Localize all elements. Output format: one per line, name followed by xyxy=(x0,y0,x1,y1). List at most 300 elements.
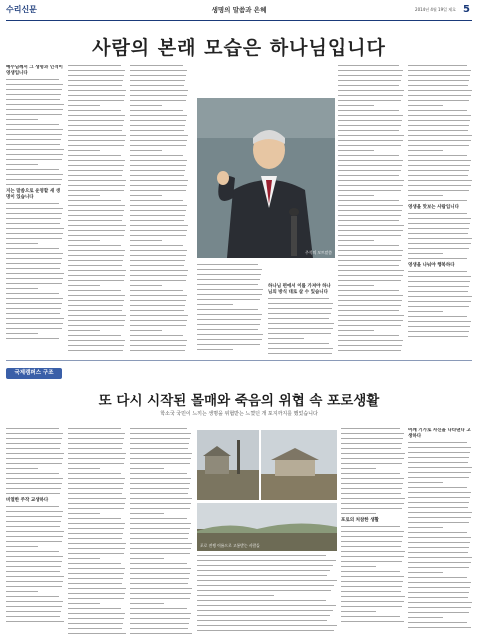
body-text-line xyxy=(268,343,329,344)
body-text-line xyxy=(130,255,186,256)
body-text-line xyxy=(341,611,376,612)
body-text-line xyxy=(408,120,470,121)
body-text-line xyxy=(197,630,334,631)
body-text-line xyxy=(341,591,401,592)
body-text-line xyxy=(6,596,59,597)
body-text-line xyxy=(6,438,62,439)
article-deck-2: 학소국 국민이 느끼는 생명을 위협받는 느꼈던 개 포지까지를 했었습니다 xyxy=(160,411,318,417)
body-text-line xyxy=(130,240,162,241)
body-text-line xyxy=(6,493,60,494)
body-text-line xyxy=(6,258,62,259)
body-text-line xyxy=(197,615,330,616)
body-text-line xyxy=(268,338,304,339)
body-text-line xyxy=(68,290,121,291)
body-text-line xyxy=(68,195,100,196)
body-text-line xyxy=(197,610,333,611)
body-text-line xyxy=(408,65,467,66)
body-text-line xyxy=(68,305,123,306)
body-text-line xyxy=(68,438,124,439)
body-text-line xyxy=(6,278,63,279)
body-text-line xyxy=(6,611,61,612)
body-text-line xyxy=(130,210,186,211)
body-text-line xyxy=(130,315,188,316)
body-text-line xyxy=(268,313,331,314)
body-text-line xyxy=(68,225,126,226)
body-text-line xyxy=(68,135,126,136)
body-text-line xyxy=(68,558,100,559)
body-text-line xyxy=(130,443,189,444)
body-text-line xyxy=(197,575,327,576)
body-text-line xyxy=(408,472,471,473)
body-text-line xyxy=(408,331,469,332)
body-text-line xyxy=(6,99,60,100)
body-text-line xyxy=(341,483,403,484)
body-text-line xyxy=(6,288,38,289)
article-subhead: 영생을 맛보는 사람입니다 xyxy=(408,205,459,210)
body-text-line xyxy=(338,155,399,156)
body-text-line xyxy=(130,100,186,101)
body-text-line xyxy=(338,345,402,346)
article-subhead: 지는 말씀으로 운영할 새 생명이 있습니다 xyxy=(6,189,61,200)
body-text-line xyxy=(130,280,186,281)
body-text-line xyxy=(130,593,191,594)
body-text-line xyxy=(408,286,469,287)
body-text-line xyxy=(338,195,374,196)
body-text-line xyxy=(68,90,126,91)
body-text-line xyxy=(68,583,122,584)
body-text-line xyxy=(130,110,183,111)
body-text-line xyxy=(130,633,192,634)
body-text-line xyxy=(197,585,334,586)
body-text-line xyxy=(68,618,124,619)
body-text-line xyxy=(6,581,63,582)
body-text-line xyxy=(338,115,403,116)
body-text-line xyxy=(408,617,443,618)
body-text-line xyxy=(197,349,233,350)
body-text-line xyxy=(338,125,401,126)
body-text-line xyxy=(6,531,64,532)
body-text-line xyxy=(408,311,443,312)
body-text-line xyxy=(197,625,337,626)
body-text-line xyxy=(68,335,121,336)
body-text-line xyxy=(130,493,188,494)
body-text-line xyxy=(130,230,187,231)
body-text-line xyxy=(197,580,337,581)
body-text-line xyxy=(130,608,187,609)
body-text-line xyxy=(408,532,467,533)
body-text-line xyxy=(68,125,123,126)
body-text-line xyxy=(341,468,376,469)
body-text-line xyxy=(130,295,187,296)
body-text-line xyxy=(130,200,183,201)
body-text-line xyxy=(130,478,191,479)
body-text-line xyxy=(408,228,469,229)
body-text-line xyxy=(338,130,399,131)
body-text-line xyxy=(408,567,469,568)
body-text-line xyxy=(408,517,471,518)
body-text-line xyxy=(6,556,63,557)
body-text-line xyxy=(408,253,443,254)
body-text-line xyxy=(341,453,405,454)
body-text-line xyxy=(338,160,403,161)
body-text-line xyxy=(6,134,62,135)
body-text-line xyxy=(68,488,123,489)
body-text-line xyxy=(341,488,402,489)
body-text-line xyxy=(408,180,472,181)
masthead-rule xyxy=(6,20,472,21)
body-text-line xyxy=(130,448,188,449)
body-text-line xyxy=(408,165,470,166)
body-text-line xyxy=(68,443,123,444)
body-text-line xyxy=(408,281,470,282)
body-text-line xyxy=(408,296,472,297)
body-text-line xyxy=(6,616,60,617)
body-text-line xyxy=(130,623,189,624)
body-text-line xyxy=(338,240,374,241)
body-text-line xyxy=(408,306,469,307)
body-text-line xyxy=(130,458,191,459)
body-text-line xyxy=(341,616,400,617)
body-text-line xyxy=(341,526,400,527)
article2-column-2 xyxy=(68,428,126,636)
body-text-line xyxy=(68,145,124,146)
body-text-line xyxy=(6,483,62,484)
body-text-line xyxy=(338,340,403,341)
body-text-line xyxy=(408,271,467,272)
body-text-line xyxy=(6,84,63,85)
article-subhead: 비열한 주작 교생하다 xyxy=(6,498,49,503)
body-text-line xyxy=(6,94,61,95)
body-text-line xyxy=(6,159,62,160)
body-text-line xyxy=(408,80,469,81)
camp-photo-2 xyxy=(261,430,337,500)
body-text-line xyxy=(130,588,192,589)
body-text-line xyxy=(68,130,122,131)
body-text-line xyxy=(6,333,38,334)
body-text-line xyxy=(341,443,402,444)
body-text-line xyxy=(338,245,399,246)
article-column-2 xyxy=(68,65,126,355)
body-text-line xyxy=(338,325,401,326)
body-text-line xyxy=(408,492,471,493)
body-text-line xyxy=(338,230,403,231)
body-text-line xyxy=(6,478,63,479)
body-text-line xyxy=(408,140,471,141)
body-text-line xyxy=(68,573,124,574)
body-text-line xyxy=(130,473,187,474)
body-text-line xyxy=(130,325,186,326)
body-text-line xyxy=(130,265,184,266)
body-text-line xyxy=(68,205,125,206)
body-text-line xyxy=(6,443,61,444)
camp-illustration-2 xyxy=(261,430,337,500)
body-text-line xyxy=(130,195,162,196)
body-text-line xyxy=(130,165,186,166)
body-text-line xyxy=(6,318,64,319)
body-text-line xyxy=(68,115,125,116)
body-text-line xyxy=(6,139,61,140)
article2-column-4 xyxy=(197,555,337,635)
body-text-line xyxy=(130,220,184,221)
body-text-line xyxy=(408,592,469,593)
body-text-line xyxy=(341,448,401,449)
body-text-line xyxy=(338,120,402,121)
newspaper-title: 수리신문 xyxy=(6,5,37,14)
body-text-line xyxy=(338,170,401,171)
body-text-line xyxy=(408,135,472,136)
body-text-line xyxy=(68,320,125,321)
body-text-line xyxy=(68,528,124,529)
body-text-line xyxy=(6,298,63,299)
body-text-line xyxy=(6,119,38,120)
body-text-line xyxy=(6,129,63,130)
body-text-line xyxy=(408,622,467,623)
body-text-line xyxy=(6,323,63,324)
body-text-line xyxy=(6,223,60,224)
body-text-line xyxy=(130,160,187,161)
camp-illustration-1 xyxy=(197,430,259,500)
body-text-line xyxy=(130,215,185,216)
body-text-line xyxy=(197,560,336,561)
body-text-line xyxy=(130,120,186,121)
body-text-line xyxy=(408,170,469,171)
body-text-line xyxy=(68,280,124,281)
article-column-4b xyxy=(268,264,334,356)
body-text-line xyxy=(6,328,62,329)
body-text-line xyxy=(408,258,467,259)
body-text-line xyxy=(68,180,126,181)
article-column-6 xyxy=(408,65,472,355)
body-text-line xyxy=(6,601,63,602)
body-text-line xyxy=(197,289,263,290)
body-text-line xyxy=(338,335,399,336)
body-text-line xyxy=(408,587,470,588)
body-text-line xyxy=(130,140,187,141)
body-text-line xyxy=(408,248,469,249)
body-text-line xyxy=(197,284,258,285)
body-text-line xyxy=(408,537,471,538)
body-text-line xyxy=(341,606,402,607)
body-text-line xyxy=(130,603,164,604)
body-text-line xyxy=(408,233,468,234)
body-text-line xyxy=(408,223,470,224)
body-text-line xyxy=(130,95,187,96)
body-text-line xyxy=(6,468,38,469)
body-text-line xyxy=(68,325,124,326)
body-text-line xyxy=(6,253,63,254)
body-text-line xyxy=(338,305,401,306)
body-text-line xyxy=(338,265,399,266)
body-text-line xyxy=(130,340,187,341)
article2-column-6 xyxy=(408,428,472,636)
page-number: 5 xyxy=(463,4,470,15)
body-text-line xyxy=(408,457,469,458)
body-text-line xyxy=(341,478,404,479)
section-divider xyxy=(6,360,472,361)
body-text-line xyxy=(338,95,403,96)
body-text-line xyxy=(338,210,402,211)
body-text-line xyxy=(68,220,122,221)
body-text-line xyxy=(130,518,187,519)
section-title: 생명의 말씀과 은혜 xyxy=(211,6,267,14)
body-text-line xyxy=(68,598,124,599)
body-text-line xyxy=(130,618,190,619)
body-text-line xyxy=(341,561,402,562)
body-text-line xyxy=(408,547,469,548)
body-text-line xyxy=(6,228,64,229)
body-text-line xyxy=(130,463,190,464)
body-text-line xyxy=(68,250,125,251)
body-text-line xyxy=(130,245,183,246)
body-text-line xyxy=(341,586,402,587)
body-text-line xyxy=(68,110,121,111)
camp-photo-3 xyxy=(197,503,337,551)
body-text-line xyxy=(197,329,258,330)
body-text-line xyxy=(68,588,126,589)
body-text-line xyxy=(408,125,469,126)
body-text-line xyxy=(68,603,100,604)
body-text-line xyxy=(268,348,333,349)
body-text-line xyxy=(68,483,124,484)
body-text-line xyxy=(68,548,125,549)
body-text-line xyxy=(408,487,467,488)
body-text-line xyxy=(338,235,401,236)
body-text-line xyxy=(408,602,472,603)
body-text-line xyxy=(341,428,400,429)
body-text-line xyxy=(408,150,443,151)
body-text-line xyxy=(130,628,188,629)
body-text-line xyxy=(6,243,38,244)
body-text-line xyxy=(338,105,374,106)
body-text-line xyxy=(130,85,184,86)
body-text-line xyxy=(68,105,100,106)
body-text-line xyxy=(68,300,124,301)
body-text-line xyxy=(338,205,403,206)
body-text-line xyxy=(68,230,125,231)
body-text-line xyxy=(68,185,125,186)
body-text-line xyxy=(408,462,468,463)
body-text-line xyxy=(68,200,121,201)
body-text-line xyxy=(341,551,405,552)
body-text-line xyxy=(408,607,471,608)
body-text-line xyxy=(408,497,470,498)
body-text-line xyxy=(68,543,126,544)
body-text-line xyxy=(408,85,468,86)
body-text-line xyxy=(408,577,467,578)
body-text-line xyxy=(6,561,62,562)
body-text-line xyxy=(408,572,443,573)
body-text-line xyxy=(130,513,164,514)
body-text-line xyxy=(197,274,261,275)
body-text-line xyxy=(408,522,469,523)
body-text-line xyxy=(408,612,469,613)
body-text-line xyxy=(6,233,63,234)
body-text-line xyxy=(68,75,124,76)
body-text-line xyxy=(341,498,405,499)
body-text-line xyxy=(341,531,404,532)
body-text-line xyxy=(197,304,233,305)
body-text-line xyxy=(6,303,62,304)
body-text-line xyxy=(68,453,126,454)
body-text-line xyxy=(6,238,62,239)
body-text-line xyxy=(68,633,126,634)
body-text-line xyxy=(408,185,471,186)
body-text-line xyxy=(130,285,162,286)
body-text-line xyxy=(130,433,191,434)
body-text-line xyxy=(130,190,186,191)
body-text-line xyxy=(338,80,401,81)
body-text-line xyxy=(338,65,399,66)
body-text-line xyxy=(341,596,405,597)
body-text-line xyxy=(338,190,401,191)
body-text-line xyxy=(338,100,401,101)
body-text-line xyxy=(341,566,376,567)
issue-date: 2014년 4월 19일 제호 xyxy=(415,7,456,12)
body-text-line xyxy=(408,482,443,483)
body-text-line xyxy=(408,200,467,201)
body-text-line xyxy=(6,506,59,507)
body-text-line xyxy=(130,75,186,76)
body-text-line xyxy=(268,318,329,319)
body-text-line xyxy=(130,305,185,306)
body-text-line xyxy=(68,275,125,276)
body-text-line xyxy=(197,605,336,606)
body-text-line xyxy=(6,458,63,459)
body-text-line xyxy=(338,320,403,321)
body-text-line xyxy=(68,448,122,449)
body-text-line xyxy=(68,160,125,161)
body-text-line xyxy=(408,597,468,598)
article-column-5 xyxy=(338,65,404,355)
body-text-line xyxy=(6,313,60,314)
body-text-line xyxy=(338,200,399,201)
body-text-line xyxy=(130,543,192,544)
body-text-line xyxy=(68,70,125,71)
body-text-line xyxy=(338,90,404,91)
body-text-line xyxy=(197,555,326,556)
body-text-line xyxy=(341,438,403,439)
body-text-line xyxy=(130,538,188,539)
body-text-line xyxy=(6,591,38,592)
body-text-line xyxy=(130,290,183,291)
body-text-line xyxy=(341,473,400,474)
body-text-line xyxy=(68,428,121,429)
body-text-line xyxy=(338,215,401,216)
body-text-line xyxy=(130,150,162,151)
body-text-line xyxy=(6,473,59,474)
body-text-line xyxy=(130,275,187,276)
body-text-line xyxy=(68,95,125,96)
body-text-line xyxy=(338,185,403,186)
body-text-line xyxy=(130,185,187,186)
body-text-line xyxy=(68,463,124,464)
body-text-line xyxy=(68,628,122,629)
body-text-line xyxy=(338,350,401,351)
body-text-line xyxy=(130,523,191,524)
body-text-line xyxy=(68,608,121,609)
body-text-line xyxy=(6,511,63,512)
body-text-line xyxy=(6,293,59,294)
article-subhead: 하나님 편에서 이를 가져야 하나님의 방식 대로 살 수 있습니다 xyxy=(268,284,331,295)
body-text-line xyxy=(6,586,62,587)
body-text-line xyxy=(130,598,190,599)
body-text-line xyxy=(68,155,121,156)
body-text-line xyxy=(338,220,399,221)
body-text-line xyxy=(68,330,100,331)
body-text-line xyxy=(268,298,329,299)
body-text-line xyxy=(130,483,190,484)
body-text-line xyxy=(408,552,468,553)
